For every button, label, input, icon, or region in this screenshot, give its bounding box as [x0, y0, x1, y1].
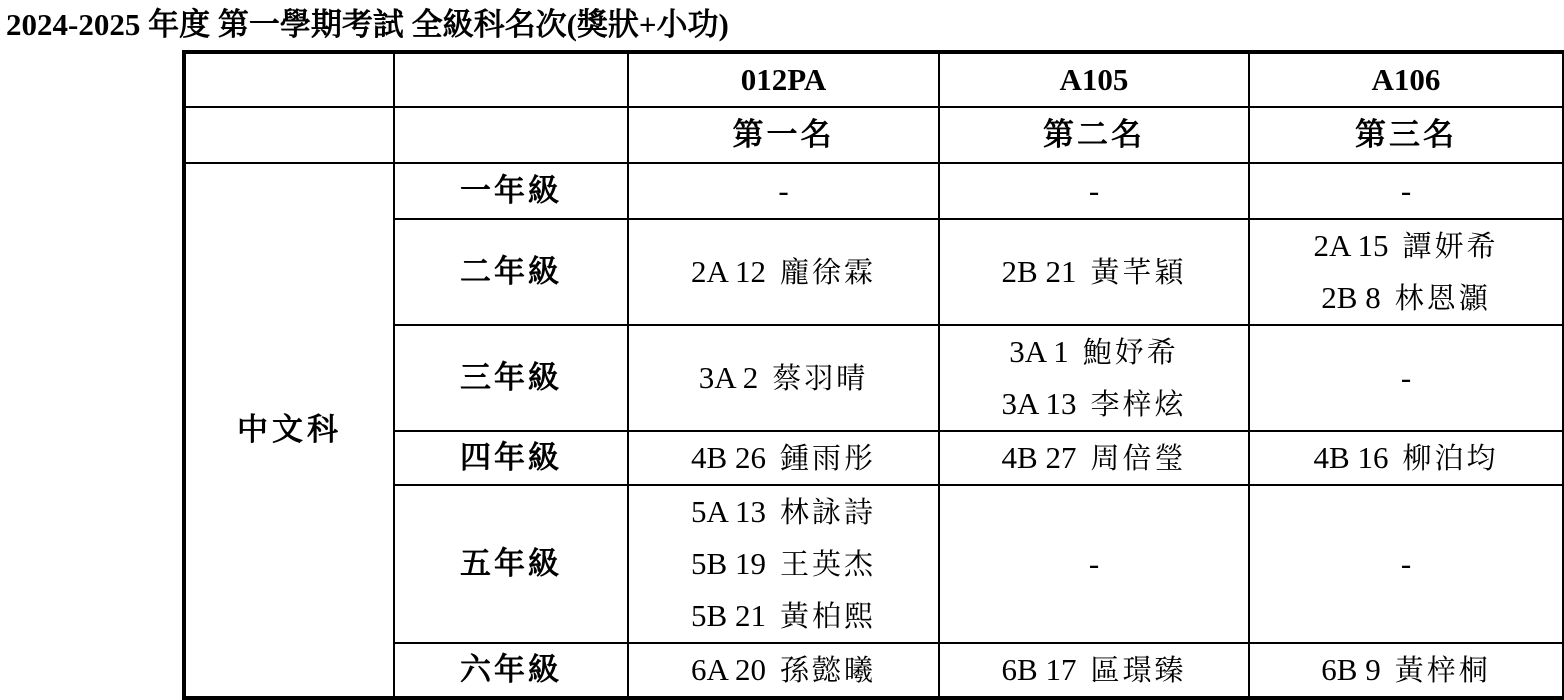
class-number: 3A 13 [1001, 386, 1077, 421]
grade-label: 五年級 [394, 485, 628, 643]
award-cell [628, 485, 939, 643]
empty-dash: - [1400, 173, 1412, 208]
header-row-ranks [184, 107, 1564, 163]
award-cell [628, 163, 939, 219]
class-number: 6B 17 [1001, 652, 1077, 687]
student-name: 黃梓桐 [1394, 653, 1491, 687]
award-cell [939, 219, 1249, 325]
document-title: 2024-2025 年度 第一學期考試 全級科名次(獎狀+小功) [6, 7, 729, 42]
student-name: 鍾雨彤 [779, 441, 876, 475]
empty-dash: - [778, 173, 789, 208]
class-number: 5A 13 [691, 494, 766, 529]
student-name: 龐徐霖 [779, 255, 876, 289]
grade-label: 一年級 [394, 163, 628, 219]
grade-label: 三年級 [394, 325, 628, 431]
award-cell [1249, 485, 1564, 643]
student-entry [629, 352, 938, 404]
student-entry [940, 246, 1248, 298]
empty-dash: - [1088, 546, 1100, 581]
student-name: 黃芊穎 [1090, 255, 1187, 289]
student-name: 蔡羽晴 [772, 361, 869, 395]
header-blank-cell [394, 107, 628, 163]
award-cell [939, 485, 1249, 643]
empty-dash: - [1088, 173, 1100, 208]
class-number: 3A 1 [1009, 334, 1069, 369]
class-number: 2B 8 [1321, 280, 1381, 315]
student-name: 區璟臻 [1090, 653, 1187, 687]
header-blank-cell [184, 52, 394, 107]
student-entry [1250, 432, 1562, 484]
rank-header: 第三名 [1249, 107, 1564, 163]
award-cell [1249, 325, 1564, 431]
ranking-table [182, 50, 1564, 700]
award-cell [628, 431, 939, 485]
award-cell [939, 431, 1249, 485]
room-header: A106 [1249, 52, 1564, 107]
student-entry [629, 432, 938, 484]
grade-label: 二年級 [394, 219, 628, 325]
class-number: 2A 15 [1313, 228, 1389, 263]
student-name: 譚妍希 [1402, 229, 1499, 263]
student-entry [629, 486, 938, 538]
student-entry [629, 590, 938, 642]
rank-header: 第一名 [628, 107, 939, 163]
award-cell [939, 643, 1249, 698]
student-entry [629, 538, 938, 590]
student-entry [940, 644, 1248, 696]
award-cell [628, 643, 939, 698]
award-cell [1249, 431, 1564, 485]
header-blank-cell [184, 107, 394, 163]
student-entry [940, 326, 1248, 378]
student-entry [629, 644, 938, 696]
class-number: 5B 19 [691, 546, 766, 581]
student-name: 黃柏熙 [779, 599, 876, 633]
student-name: 鮑妤希 [1082, 335, 1179, 369]
award-cell [1249, 163, 1564, 219]
class-number: 2A 12 [691, 254, 766, 289]
student-name: 王英杰 [779, 547, 876, 581]
student-entry [1250, 644, 1562, 696]
header-row-rooms [184, 52, 1564, 107]
class-number: 2B 21 [1001, 254, 1077, 289]
class-number: 5B 21 [691, 598, 766, 633]
empty-dash: - [1400, 360, 1412, 395]
award-cell [628, 325, 939, 431]
award-cell [1249, 643, 1564, 698]
grade-label: 六年級 [394, 643, 628, 698]
student-name: 柳泊均 [1402, 441, 1499, 475]
class-number: 3A 2 [698, 360, 759, 395]
grade-row [184, 163, 1564, 219]
award-cell [628, 219, 939, 325]
student-entry [940, 378, 1248, 430]
class-number: 4B 26 [691, 440, 766, 475]
award-cell [939, 325, 1249, 431]
empty-dash: - [1400, 546, 1412, 581]
class-number: 6A 20 [691, 652, 766, 687]
student-name: 林詠詩 [779, 495, 876, 529]
award-cell [939, 163, 1249, 219]
grade-label: 四年級 [394, 431, 628, 485]
header-blank-cell [394, 52, 628, 107]
room-header: A105 [939, 52, 1249, 107]
student-entry [940, 432, 1248, 484]
class-number: 6B 9 [1321, 652, 1381, 687]
student-entry [1250, 272, 1562, 324]
student-name: 孫懿曦 [779, 653, 876, 687]
student-name: 周倍瑩 [1090, 441, 1187, 475]
room-header: 012PA [628, 52, 939, 107]
rank-header: 第二名 [939, 107, 1249, 163]
student-name: 林恩灝 [1394, 281, 1491, 315]
class-number: 4B 16 [1313, 440, 1389, 475]
class-number: 4B 27 [1001, 440, 1077, 475]
award-cell [1249, 219, 1564, 325]
student-entry [1250, 220, 1562, 272]
student-entry [629, 246, 938, 298]
subject-cell: 中文科 [184, 163, 394, 698]
student-name: 李梓炫 [1090, 387, 1187, 421]
